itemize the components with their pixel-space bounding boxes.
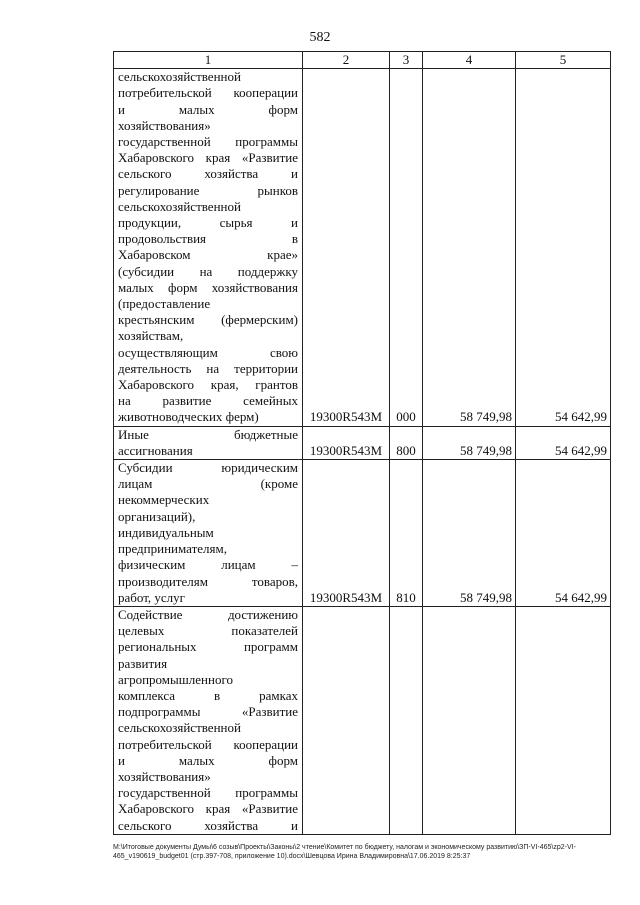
description-line: Хабаровского края «Развитие <box>118 150 298 166</box>
description-line: сельского хозяйства и <box>118 166 298 182</box>
description-line: потребительской кооперации <box>118 85 298 101</box>
row-sum-1 <box>423 606 516 834</box>
row-code: 19300R543M <box>303 460 390 607</box>
table-row <box>114 606 611 834</box>
description-line: Хабаровского края, грантов <box>118 377 298 393</box>
description-line: Хабаровском крае» <box>118 247 298 263</box>
description-line: подпрограммы «Развитие <box>118 704 298 720</box>
row-code: 19300R543M <box>303 69 390 426</box>
description-line: производителям товаров, <box>118 573 298 589</box>
description-line: физическим лицам – <box>118 557 298 573</box>
description-line: лицам (кроме <box>118 476 298 492</box>
description-line: агропромышленного <box>118 671 233 687</box>
description-line: Иные бюджетные <box>118 426 298 442</box>
description-line: (субсидии на поддержку <box>118 263 298 279</box>
description-line: регулирование рынков <box>118 182 298 198</box>
row-sum-2: 54 642,99 <box>516 460 611 607</box>
row-sum-1: 58 749,98 <box>423 460 516 607</box>
description-line: деятельность на территории <box>118 360 298 376</box>
row-sum-1: 58 749,98 <box>423 426 516 459</box>
description-line: Субсидии юридическим <box>118 460 298 476</box>
description-line: сельскохозяйственной <box>118 198 241 214</box>
description-line: и малых форм <box>118 752 298 768</box>
description-line: сельскохозяйственной <box>118 720 241 736</box>
description-line: сельского хозяйства и <box>118 817 298 833</box>
description-line: Содействие достижению <box>118 606 298 622</box>
description-line: индивидуальным <box>118 524 214 540</box>
page-number: 582 <box>309 30 331 45</box>
description-line: продовольствия в <box>118 231 298 247</box>
description-line: целевых показателей <box>118 623 298 639</box>
row-sum-2: 54 642,99 <box>516 426 611 459</box>
description-line: предпринимателям, <box>118 541 227 557</box>
description-line: и малых форм <box>118 101 298 117</box>
row-kind: 800 <box>390 426 423 459</box>
table-row <box>114 69 611 426</box>
description-line: (предоставление <box>118 296 211 312</box>
description-line: хозяйствования» <box>118 768 211 784</box>
description-line: государственной программы <box>118 785 298 801</box>
description-line: работ, услуг <box>118 589 186 605</box>
header-col-3: 3 <box>390 52 423 69</box>
description-line: осуществляющим свою <box>118 344 298 360</box>
header-col-5: 5 <box>516 52 611 69</box>
footer-line-1: M:\Итоговые документы Думы\6 созыв\Проекты\Законы\2 чтение\Комитет по бюджету, налогам и экономическому развитию\ЗП-VI-465\zp2-VI- <box>113 844 576 851</box>
description-line: региональных программ <box>118 639 298 655</box>
row-sum-2: 54 642,99 <box>516 69 611 426</box>
description-line: потребительской кооперации <box>118 736 298 752</box>
row-sum-1: 58 749,98 <box>423 69 516 426</box>
row-description <box>114 460 303 607</box>
budget-table <box>113 51 611 835</box>
row-description <box>114 606 303 834</box>
description-line: на развитие семейных <box>118 393 298 409</box>
description-line: некоммерческих <box>118 492 210 508</box>
header-col-4: 4 <box>423 52 516 69</box>
table-body <box>114 69 611 835</box>
row-kind: 000 <box>390 69 423 426</box>
header-col-2: 2 <box>303 52 390 69</box>
description-line: ассигнования <box>118 442 193 458</box>
row-description <box>114 426 303 459</box>
description-line: крестьянским (фермерским) <box>118 312 298 328</box>
description-line: комплекса в рамках <box>118 687 298 703</box>
description-line: государственной программы <box>118 134 298 150</box>
file-path-footer <box>113 843 613 861</box>
table-row <box>114 426 611 459</box>
description-line: Хабаровского края «Развитие <box>118 801 298 817</box>
table-header-row <box>114 52 611 69</box>
row-code: 19300R543M <box>303 426 390 459</box>
description-line: организаций), <box>118 508 196 524</box>
row-code <box>303 606 390 834</box>
table-row <box>114 460 611 607</box>
footer-line-2: 465_v190619_budget01 (стр.397-708, приложение 10).docx\Шевцова Ирина Владимировна\17.06.2019 8:25:37 <box>113 853 471 860</box>
description-line: хозяйствования» <box>118 117 211 133</box>
description-line: сельскохозяйственной <box>118 69 241 85</box>
description-line: продукции, сырья и <box>118 215 298 231</box>
description-line: животноводческих ферм) <box>118 409 259 425</box>
description-line: малых форм хозяйствования <box>118 279 298 295</box>
row-description <box>114 69 303 426</box>
description-line: хозяйствам, <box>118 328 184 344</box>
description-line: развития <box>118 655 168 671</box>
row-sum-2 <box>516 606 611 834</box>
row-kind: 810 <box>390 460 423 607</box>
header-col-1: 1 <box>114 52 303 69</box>
row-kind <box>390 606 423 834</box>
